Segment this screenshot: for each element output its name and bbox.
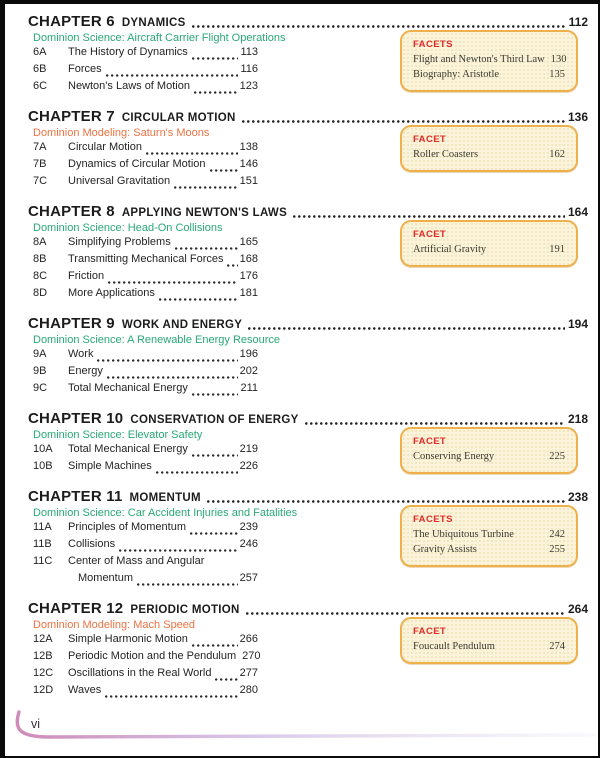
dotted-leader — [175, 246, 238, 250]
dotted-leader — [192, 643, 238, 647]
section-id: 10A — [33, 443, 53, 455]
section-title: The History of Dynamics — [68, 46, 188, 58]
dotted-leader — [192, 56, 239, 60]
section-title: Newton's Laws of Motion — [68, 80, 190, 92]
section-id: 11B — [33, 538, 52, 550]
folio-page-number: vi — [31, 717, 41, 731]
section-list — [33, 46, 258, 97]
facet-item — [413, 527, 565, 542]
table-of-contents — [28, 13, 588, 712]
chapter-title: WORK AND ENERGY — [121, 319, 243, 331]
dominion-feature-label: Dominion Science: A Renewable Energy Resource — [33, 334, 281, 346]
facet-item-page: 242 — [549, 529, 565, 540]
section-id: 12A — [33, 633, 53, 645]
section-row — [33, 80, 258, 97]
dotted-leader — [146, 151, 238, 155]
section-row — [33, 141, 258, 158]
chapter-heading — [28, 13, 588, 31]
section-title: Total Mechanical Energy — [68, 443, 188, 455]
facet-item — [413, 147, 565, 162]
dotted-leader — [305, 421, 565, 425]
facet-heading: FACET — [413, 626, 447, 637]
section-title: Periodic Motion and the Pendulum — [68, 650, 237, 662]
facet-item-page: 191 — [549, 244, 565, 255]
section-title: Simple Harmonic Motion — [68, 633, 188, 645]
section-title: Transmitting Mechanical Forces — [68, 253, 224, 265]
section-row — [33, 63, 258, 80]
facet-item — [413, 542, 565, 557]
chapter-title: MOMENTUM — [129, 492, 201, 504]
section-title: Work — [68, 348, 94, 360]
chapter-number: CHAPTER 6 — [28, 13, 115, 30]
dominion-feature-label: Dominion Modeling: Mach Speed — [33, 619, 196, 631]
chapter-page-number: 218 — [567, 412, 588, 426]
section-id: 9C — [33, 382, 48, 394]
facet-item — [413, 449, 565, 464]
dotted-leader — [215, 677, 237, 681]
section-row — [33, 365, 258, 382]
section-row — [33, 667, 258, 684]
section-row — [33, 270, 258, 287]
chapter-number: CHAPTER 9 — [28, 315, 115, 332]
section-page-number: 146 — [239, 158, 258, 170]
section-list — [33, 521, 258, 589]
section-row — [33, 555, 258, 572]
section-title: Circular Motion — [68, 141, 142, 153]
facet-item-title: Conserving Energy — [413, 451, 495, 462]
dotted-leader — [190, 531, 238, 535]
facet-item — [413, 639, 565, 654]
chapter-block — [28, 108, 588, 192]
chapter-title: DYNAMICS — [121, 17, 186, 29]
section-title: Collisions — [68, 538, 116, 550]
dotted-leader — [242, 119, 565, 123]
section-row — [33, 460, 258, 477]
section-title: Center of Mass and Angular — [68, 555, 205, 567]
section-page-number: 270 — [242, 650, 261, 662]
section-id: 12D — [33, 684, 54, 696]
section-list — [33, 141, 258, 192]
section-title: Energy — [68, 365, 103, 377]
section-id: 7C — [33, 175, 48, 187]
dotted-leader — [192, 392, 239, 396]
facet-item — [413, 52, 565, 67]
dotted-leader — [108, 280, 238, 284]
section-row — [33, 650, 261, 667]
section-page-number: 151 — [239, 175, 258, 187]
page-footer — [5, 704, 598, 756]
section-title: Oscillations in the Real World — [68, 667, 212, 679]
section-row — [33, 443, 258, 460]
facet-heading: FACET — [413, 134, 447, 145]
dotted-leader — [210, 168, 238, 172]
chapter-heading — [28, 410, 588, 428]
section-page-number: 257 — [239, 572, 258, 584]
section-page-number: 196 — [239, 348, 258, 360]
section-row — [33, 158, 258, 175]
section-id: 8D — [33, 287, 48, 299]
section-id: 12B — [33, 650, 53, 662]
section-list — [33, 348, 258, 399]
section-title: Simple Machines — [68, 460, 152, 472]
facet-heading: FACETS — [413, 514, 453, 525]
dotted-leader — [174, 185, 238, 189]
chapter-number: CHAPTER 12 — [28, 600, 124, 617]
facet-item-title: Artificial Gravity — [413, 244, 487, 255]
facet-item-title: Foucault Pendulum — [413, 641, 495, 652]
section-row — [33, 633, 258, 650]
section-row — [33, 684, 258, 701]
facet-box — [400, 220, 578, 267]
section-page-number: 226 — [239, 460, 258, 472]
chapter-page-number: 112 — [568, 15, 588, 29]
facet-item-page: 162 — [549, 149, 565, 160]
chapter-title: CONSERVATION OF ENERGY — [130, 414, 299, 426]
section-page-number: 219 — [239, 443, 258, 455]
footer-swoosh-rule — [5, 708, 598, 748]
facet-box — [400, 125, 578, 172]
chapter-number: CHAPTER 7 — [28, 108, 115, 125]
dotted-leader — [207, 499, 565, 503]
section-row — [33, 348, 258, 365]
book-page — [5, 4, 598, 756]
section-page-number: 239 — [239, 521, 258, 533]
section-page-number: 123 — [239, 80, 258, 92]
chapter-number: CHAPTER 8 — [28, 203, 115, 220]
facet-heading: FACET — [413, 229, 447, 240]
facet-item-page: 130 — [550, 54, 567, 65]
dotted-leader — [137, 582, 238, 586]
chapter-title: CIRCULAR MOTION — [121, 112, 236, 124]
facet-item — [413, 67, 565, 82]
dotted-leader — [105, 694, 237, 698]
chapter-heading — [28, 315, 588, 333]
chapter-block — [28, 315, 588, 399]
chapter-block — [28, 410, 588, 477]
section-title: Simplifying Problems — [68, 236, 171, 248]
section-page-number: 176 — [239, 270, 258, 282]
section-id: 8A — [33, 236, 47, 248]
section-list — [33, 236, 258, 304]
facet-item-page: 255 — [549, 544, 565, 555]
chapter-page-number: 136 — [567, 110, 588, 124]
section-title: Universal Gravitation — [68, 175, 171, 187]
section-id: 8B — [33, 253, 47, 265]
dotted-leader — [192, 453, 238, 457]
section-title: Total Mechanical Energy — [68, 382, 188, 394]
section-title-continued: Momentum — [78, 572, 134, 584]
section-page-number: 113 — [240, 46, 258, 58]
section-id: 9A — [33, 348, 47, 360]
section-page-number: 266 — [239, 633, 258, 645]
dotted-leader — [159, 297, 238, 301]
dotted-leader — [156, 470, 238, 474]
chapter-page-number: 194 — [567, 317, 588, 331]
section-id: 7B — [33, 158, 47, 170]
chapter-heading — [28, 600, 588, 618]
facet-item-page: 225 — [549, 451, 565, 462]
chapter-number: CHAPTER 10 — [28, 410, 124, 427]
facet-box — [400, 30, 578, 92]
section-page-number: 211 — [240, 382, 258, 394]
chapter-page-number: 264 — [567, 602, 588, 616]
section-page-number: 165 — [239, 236, 258, 248]
chapter-title: PERIODIC MOTION — [130, 604, 240, 616]
section-id: 11A — [33, 521, 52, 533]
facet-heading: FACET — [413, 436, 447, 447]
section-id: 12C — [33, 667, 54, 679]
dominion-feature-label: Dominion Science: Car Accident Injuries and Fatalities — [33, 507, 298, 519]
section-title: Friction — [68, 270, 105, 282]
facet-box — [400, 617, 578, 664]
facet-box — [400, 505, 578, 567]
dotted-leader — [293, 214, 565, 218]
section-id: 10B — [33, 460, 53, 472]
section-title: Principles of Momentum — [68, 521, 186, 533]
section-list — [33, 633, 261, 701]
section-title: Dynamics of Circular Motion — [68, 158, 206, 170]
chapter-block — [28, 488, 588, 589]
facet-item-page: 274 — [549, 641, 565, 652]
facet-heading: FACETS — [413, 39, 453, 50]
section-page-number: 246 — [239, 538, 258, 550]
chapter-heading — [28, 488, 588, 506]
section-id: 6B — [33, 63, 47, 75]
dotted-leader — [194, 90, 238, 94]
section-id: 7A — [33, 141, 47, 153]
chapter-block — [28, 600, 588, 701]
chapter-page-number: 238 — [567, 490, 588, 504]
chapter-number: CHAPTER 11 — [28, 488, 123, 505]
dotted-leader — [119, 548, 238, 552]
section-row — [33, 46, 258, 63]
chapter-heading — [28, 203, 588, 221]
dotted-leader — [106, 73, 239, 77]
section-id: 9B — [33, 365, 47, 377]
section-row — [33, 382, 258, 399]
section-row — [33, 287, 258, 304]
section-page-number: 202 — [239, 365, 258, 377]
section-title: Forces — [68, 63, 102, 75]
facet-item-page: 135 — [549, 69, 565, 80]
facet-box — [400, 427, 578, 474]
section-page-number: 280 — [239, 684, 258, 696]
dominion-feature-label: Dominion Science: Aircraft Carrier Flight Operations — [33, 32, 286, 44]
section-row-continued — [33, 572, 258, 589]
facet-item-title: Roller Coasters — [413, 149, 479, 160]
dotted-leader — [248, 326, 565, 330]
section-id: 11C — [33, 555, 53, 567]
section-title: More Applications — [68, 287, 155, 299]
facet-item — [413, 242, 565, 257]
section-row — [33, 253, 258, 270]
chapter-block — [28, 13, 588, 97]
section-id: 6A — [33, 46, 47, 58]
dotted-leader — [246, 611, 565, 615]
section-id: 6C — [33, 80, 48, 92]
dominion-feature-label: Dominion Modeling: Saturn's Moons — [33, 127, 210, 139]
section-row — [33, 175, 258, 192]
section-page-number: 181 — [239, 287, 258, 299]
dotted-leader — [97, 358, 237, 362]
facet-item-title: Biography: Aristotle — [413, 69, 500, 80]
section-row — [33, 521, 258, 538]
facet-item-title: The Ubiquitous Turbine — [413, 529, 514, 540]
chapter-title: APPLYING NEWTON'S LAWS — [121, 207, 288, 219]
section-row — [33, 236, 258, 253]
section-page-number: 277 — [239, 667, 258, 679]
section-title: Waves — [68, 684, 102, 696]
section-id: 8C — [33, 270, 48, 282]
dominion-feature-label: Dominion Science: Elevator Safety — [33, 429, 203, 441]
section-list — [33, 443, 258, 477]
facet-item-title: Gravity Assists — [413, 544, 477, 555]
facet-item-title: Flight and Newton's Third Law — [413, 54, 545, 65]
chapter-page-number: 164 — [567, 205, 588, 219]
dotted-leader — [107, 375, 238, 379]
section-page-number: 168 — [239, 253, 258, 265]
dotted-leader — [192, 24, 566, 28]
chapter-heading — [28, 108, 588, 126]
section-page-number: 116 — [240, 63, 258, 75]
dotted-leader — [227, 263, 237, 267]
chapter-block — [28, 203, 588, 304]
section-row — [33, 538, 258, 555]
section-page-number: 138 — [239, 141, 258, 153]
dominion-feature-label: Dominion Science: Head-On Collisions — [33, 222, 223, 234]
